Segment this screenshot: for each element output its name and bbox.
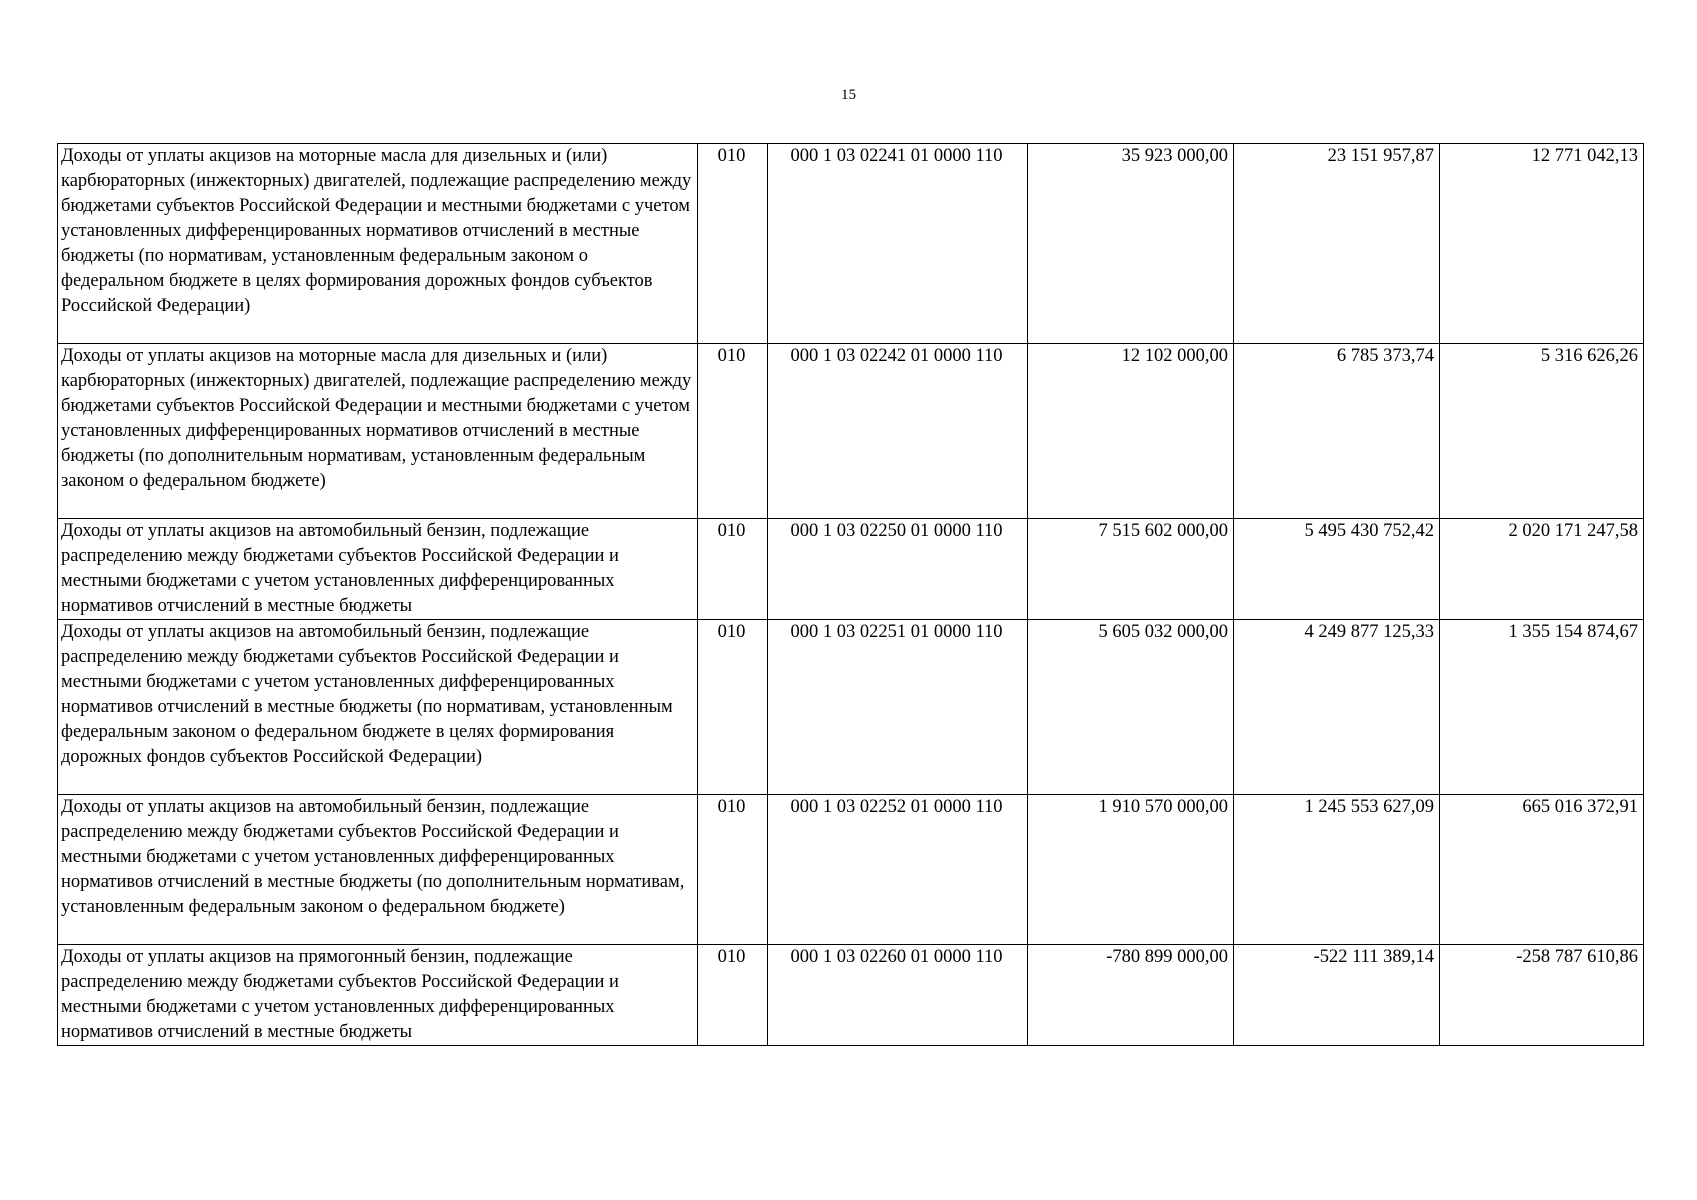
unexecuted-amount-cell: 1 355 154 874,67 (1440, 620, 1644, 795)
line-code-cell: 010 (698, 344, 768, 519)
income-code-cell: 000 1 03 02242 01 0000 110 (768, 344, 1028, 519)
unexecuted-amount-cell: -258 787 610,86 (1440, 945, 1644, 1046)
line-code-cell: 010 (698, 519, 768, 620)
approved-amount-cell: 1 910 570 000,00 (1028, 795, 1234, 945)
income-name-cell: Доходы от уплаты акцизов на моторные масла для дизельных и (или) карбюраторных (инжекторных) двигателей, подлежащие распределению между бюджетами субъектов Российской Федерации и местными бюджетами с учетом установленных дифференцированных нормативов отчислений в местные бюджеты (по нормативам, установленным федеральным законом о федеральном бюджете в целях формирования дорожных фондов субъектов Российской Федерации) (58, 144, 698, 344)
executed-amount-cell: 23 151 957,87 (1234, 144, 1440, 344)
income-table (57, 143, 1644, 1046)
approved-amount-cell: 12 102 000,00 (1028, 344, 1234, 519)
executed-amount-cell: 1 245 553 627,09 (1234, 795, 1440, 945)
table-row (58, 945, 1644, 1046)
income-code-cell: 000 1 03 02260 01 0000 110 (768, 945, 1028, 1046)
income-name-cell: Доходы от уплаты акцизов на автомобильный бензин, подлежащие распределению между бюджетами субъектов Российской Федерации и местными бюджетами с учетом установленных дифференцированных нормативов отчислений в местные бюджеты (по нормативам, установленным федеральным законом о федеральном бюджете в целях формирования дорожных фондов субъектов Российской Федерации) (58, 620, 698, 795)
line-code-cell: 010 (698, 795, 768, 945)
approved-amount-cell: -780 899 000,00 (1028, 945, 1234, 1046)
approved-amount-cell: 5 605 032 000,00 (1028, 620, 1234, 795)
approved-amount-cell: 35 923 000,00 (1028, 144, 1234, 344)
executed-amount-cell: -522 111 389,14 (1234, 945, 1440, 1046)
executed-amount-cell: 5 495 430 752,42 (1234, 519, 1440, 620)
unexecuted-amount-cell: 2 020 171 247,58 (1440, 519, 1644, 620)
table-row (58, 620, 1644, 795)
income-code-cell: 000 1 03 02251 01 0000 110 (768, 620, 1028, 795)
table-row (58, 344, 1644, 519)
income-code-cell: 000 1 03 02252 01 0000 110 (768, 795, 1028, 945)
income-name-cell: Доходы от уплаты акцизов на моторные масла для дизельных и (или) карбюраторных (инжекторных) двигателей, подлежащие распределению между бюджетами субъектов Российской Федерации и местными бюджетами с учетом установленных дифференцированных нормативов отчислений в местные бюджеты (по дополнительным нормативам, установленным федеральным законом о федеральном бюджете) (58, 344, 698, 519)
executed-amount-cell: 6 785 373,74 (1234, 344, 1440, 519)
line-code-cell: 010 (698, 945, 768, 1046)
line-code-cell: 010 (698, 144, 768, 344)
income-name-cell: Доходы от уплаты акцизов на автомобильный бензин, подлежащие распределению между бюджетами субъектов Российской Федерации и местными бюджетами с учетом установленных дифференцированных нормативов отчислений в местные бюджеты (по дополнительным нормативам, установленным федеральным законом о федеральном бюджете) (58, 795, 698, 945)
unexecuted-amount-cell: 5 316 626,26 (1440, 344, 1644, 519)
income-name-cell: Доходы от уплаты акцизов на автомобильный бензин, подлежащие распределению между бюджетами субъектов Российской Федерации и местными бюджетами с учетом установленных дифференцированных нормативов отчислений в местные бюджеты (58, 519, 698, 620)
table-row (58, 795, 1644, 945)
unexecuted-amount-cell: 12 771 042,13 (1440, 144, 1644, 344)
table-row (58, 519, 1644, 620)
approved-amount-cell: 7 515 602 000,00 (1028, 519, 1234, 620)
unexecuted-amount-cell: 665 016 372,91 (1440, 795, 1644, 945)
income-code-cell: 000 1 03 02241 01 0000 110 (768, 144, 1028, 344)
income-code-cell: 000 1 03 02250 01 0000 110 (768, 519, 1028, 620)
executed-amount-cell: 4 249 877 125,33 (1234, 620, 1440, 795)
line-code-cell: 010 (698, 620, 768, 795)
page-number: 15 (841, 87, 856, 103)
table-row (58, 144, 1644, 344)
income-name-cell: Доходы от уплаты акцизов на прямогонный бензин, подлежащие распределению между бюджетами субъектов Российской Федерации и местными бюджетами с учетом установленных дифференцированных нормативов отчислений в местные бюджеты (58, 945, 698, 1046)
